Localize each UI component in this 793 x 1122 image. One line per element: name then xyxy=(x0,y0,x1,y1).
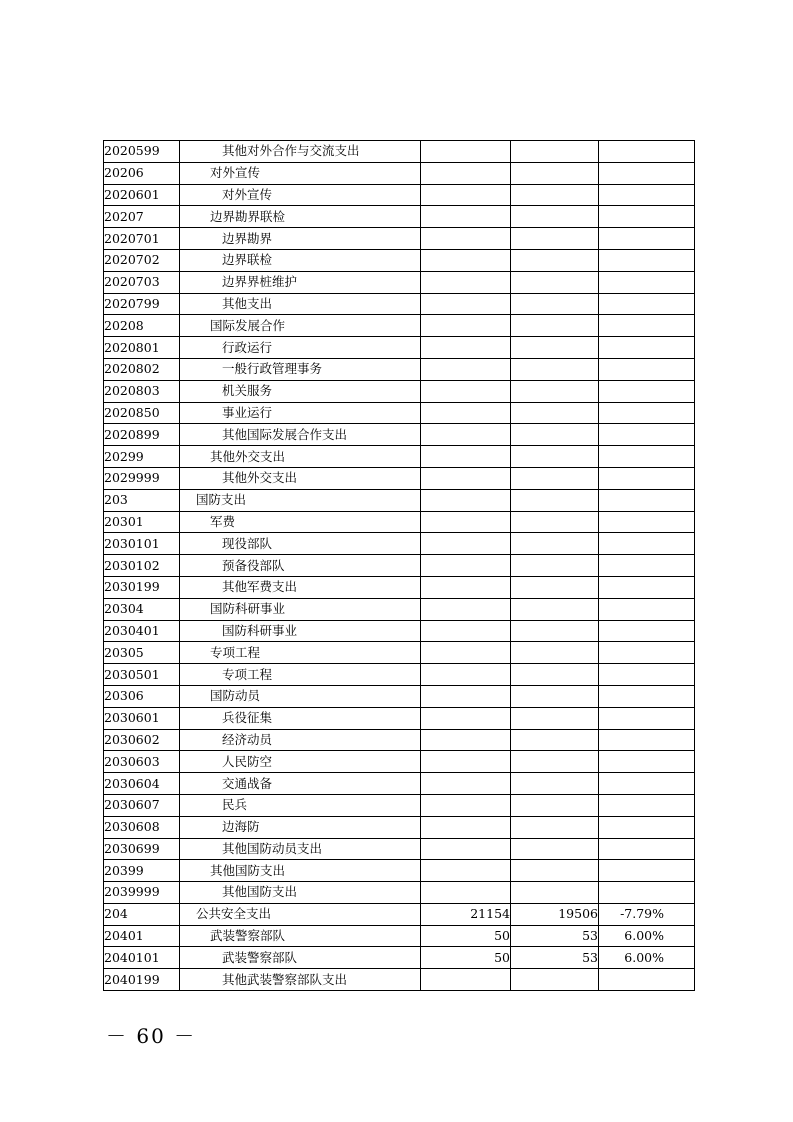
change-cell xyxy=(599,729,695,751)
code-cell: 2020703 xyxy=(104,271,180,293)
value-cell-2 xyxy=(511,141,599,163)
code-cell: 203 xyxy=(104,489,180,511)
value-cell-2 xyxy=(511,598,599,620)
table-row xyxy=(104,555,695,577)
name-cell: 国防科研事业 xyxy=(180,598,421,620)
value-cell-1 xyxy=(421,642,511,664)
value-cell-1 xyxy=(421,860,511,882)
value-cell-1 xyxy=(421,751,511,773)
change-cell xyxy=(599,533,695,555)
value-cell-1 xyxy=(421,315,511,337)
value-cell-2 xyxy=(511,816,599,838)
code-cell: 20208 xyxy=(104,315,180,337)
table-row xyxy=(104,446,695,468)
name-cell: 人民防空 xyxy=(180,751,421,773)
value-cell-1: 50 xyxy=(421,925,511,947)
value-cell-2 xyxy=(511,773,599,795)
name-cell: 其他对外合作与交流支出 xyxy=(180,141,421,163)
value-cell-1 xyxy=(421,664,511,686)
value-cell-2: 19506 xyxy=(511,903,599,925)
table-row xyxy=(104,358,695,380)
change-cell xyxy=(599,162,695,184)
name-cell: 事业运行 xyxy=(180,402,421,424)
value-cell-1 xyxy=(421,511,511,533)
value-cell-1 xyxy=(421,249,511,271)
table-row xyxy=(104,315,695,337)
table-row xyxy=(104,707,695,729)
name-cell: 武装警察部队 xyxy=(180,947,421,969)
change-cell xyxy=(599,358,695,380)
value-cell-1 xyxy=(421,271,511,293)
code-cell: 2020802 xyxy=(104,358,180,380)
value-cell-2 xyxy=(511,511,599,533)
table-row xyxy=(104,249,695,271)
code-cell: 20401 xyxy=(104,925,180,947)
value-cell-1 xyxy=(421,773,511,795)
value-cell-1 xyxy=(421,184,511,206)
name-cell: 其他武装警察部队支出 xyxy=(180,969,421,991)
name-cell: 国防动员 xyxy=(180,685,421,707)
code-cell: 2030501 xyxy=(104,664,180,686)
value-cell-2 xyxy=(511,467,599,489)
change-cell: 6.00% xyxy=(599,925,695,947)
table-row xyxy=(104,402,695,424)
code-cell: 20301 xyxy=(104,511,180,533)
table-row xyxy=(104,685,695,707)
name-cell: 其他国防支出 xyxy=(180,860,421,882)
name-cell: 国际发展合作 xyxy=(180,315,421,337)
value-cell-2 xyxy=(511,337,599,359)
table-row xyxy=(104,751,695,773)
change-cell xyxy=(599,511,695,533)
name-cell: 边界联检 xyxy=(180,249,421,271)
value-cell-2 xyxy=(511,860,599,882)
value-cell-2 xyxy=(511,620,599,642)
value-cell-1: 50 xyxy=(421,947,511,969)
table-row xyxy=(104,598,695,620)
value-cell-1 xyxy=(421,598,511,620)
table-row xyxy=(104,184,695,206)
table-row xyxy=(104,903,695,925)
change-cell: 6.00% xyxy=(599,947,695,969)
change-cell xyxy=(599,642,695,664)
name-cell: 对外宣传 xyxy=(180,184,421,206)
code-cell: 2040199 xyxy=(104,969,180,991)
code-cell: 2030199 xyxy=(104,576,180,598)
value-cell-2 xyxy=(511,184,599,206)
change-cell xyxy=(599,271,695,293)
name-cell: 公共安全支出 xyxy=(180,903,421,925)
value-cell-1 xyxy=(421,816,511,838)
change-cell xyxy=(599,380,695,402)
value-cell-2 xyxy=(511,162,599,184)
code-cell: 20306 xyxy=(104,685,180,707)
table-row xyxy=(104,511,695,533)
table-row xyxy=(104,271,695,293)
value-cell-2 xyxy=(511,794,599,816)
value-cell-2 xyxy=(511,664,599,686)
change-cell xyxy=(599,576,695,598)
change-cell xyxy=(599,860,695,882)
table-row xyxy=(104,664,695,686)
name-cell: 一般行政管理事务 xyxy=(180,358,421,380)
change-cell xyxy=(599,838,695,860)
value-cell-1 xyxy=(421,707,511,729)
value-cell-1: 21154 xyxy=(421,903,511,925)
code-cell: 2020701 xyxy=(104,228,180,250)
code-cell: 20299 xyxy=(104,446,180,468)
code-cell: 20399 xyxy=(104,860,180,882)
value-cell-2 xyxy=(511,489,599,511)
code-cell: 2020850 xyxy=(104,402,180,424)
value-cell-2 xyxy=(511,882,599,904)
code-cell: 2020601 xyxy=(104,184,180,206)
table-row xyxy=(104,838,695,860)
change-cell xyxy=(599,882,695,904)
change-cell xyxy=(599,315,695,337)
table-row xyxy=(104,773,695,795)
name-cell: 其他国际发展合作支出 xyxy=(180,424,421,446)
table-row xyxy=(104,794,695,816)
table-row xyxy=(104,337,695,359)
name-cell: 其他国防动员支出 xyxy=(180,838,421,860)
name-cell: 对外宣传 xyxy=(180,162,421,184)
value-cell-1 xyxy=(421,446,511,468)
value-cell-2 xyxy=(511,642,599,664)
table-row xyxy=(104,467,695,489)
name-cell: 其他外交支出 xyxy=(180,446,421,468)
change-cell xyxy=(599,467,695,489)
table-row xyxy=(104,860,695,882)
value-cell-2 xyxy=(511,969,599,991)
table-row xyxy=(104,424,695,446)
name-cell: 军费 xyxy=(180,511,421,533)
code-cell: 2030102 xyxy=(104,555,180,577)
name-cell: 边界勘界联检 xyxy=(180,206,421,228)
name-cell: 其他支出 xyxy=(180,293,421,315)
table-row xyxy=(104,816,695,838)
value-cell-2 xyxy=(511,402,599,424)
name-cell: 边界勘界 xyxy=(180,228,421,250)
table-row xyxy=(104,642,695,664)
table-row xyxy=(104,947,695,969)
change-cell xyxy=(599,402,695,424)
value-cell-1 xyxy=(421,141,511,163)
table-row xyxy=(104,206,695,228)
code-cell: 204 xyxy=(104,903,180,925)
change-cell: -7.79% xyxy=(599,903,695,925)
name-cell: 现役部队 xyxy=(180,533,421,555)
code-cell: 2040101 xyxy=(104,947,180,969)
table-row xyxy=(104,620,695,642)
table-row xyxy=(104,293,695,315)
table-row xyxy=(104,162,695,184)
change-cell xyxy=(599,816,695,838)
change-cell xyxy=(599,228,695,250)
code-cell: 2020799 xyxy=(104,293,180,315)
value-cell-1 xyxy=(421,555,511,577)
table-row xyxy=(104,882,695,904)
table-row xyxy=(104,729,695,751)
name-cell: 行政运行 xyxy=(180,337,421,359)
code-cell: 20207 xyxy=(104,206,180,228)
value-cell-1 xyxy=(421,467,511,489)
value-cell-2 xyxy=(511,576,599,598)
value-cell-2 xyxy=(511,446,599,468)
value-cell-1 xyxy=(421,794,511,816)
value-cell-1 xyxy=(421,489,511,511)
code-cell: 2030607 xyxy=(104,794,180,816)
value-cell-1 xyxy=(421,293,511,315)
name-cell: 国防支出 xyxy=(180,489,421,511)
name-cell: 预备役部队 xyxy=(180,555,421,577)
value-cell-2 xyxy=(511,380,599,402)
value-cell-1 xyxy=(421,882,511,904)
code-cell: 2020801 xyxy=(104,337,180,359)
code-cell: 2030401 xyxy=(104,620,180,642)
value-cell-2 xyxy=(511,555,599,577)
value-cell-2 xyxy=(511,685,599,707)
change-cell xyxy=(599,293,695,315)
value-cell-1 xyxy=(421,337,511,359)
code-cell: 2020803 xyxy=(104,380,180,402)
name-cell: 专项工程 xyxy=(180,642,421,664)
value-cell-1 xyxy=(421,969,511,991)
name-cell: 其他外交支出 xyxy=(180,467,421,489)
table-row xyxy=(104,576,695,598)
value-cell-1 xyxy=(421,358,511,380)
value-cell-1 xyxy=(421,206,511,228)
value-cell-2 xyxy=(511,838,599,860)
code-cell: 2030602 xyxy=(104,729,180,751)
value-cell-2: 53 xyxy=(511,947,599,969)
change-cell xyxy=(599,707,695,729)
change-cell xyxy=(599,620,695,642)
value-cell-1 xyxy=(421,729,511,751)
name-cell: 专项工程 xyxy=(180,664,421,686)
budget-table xyxy=(103,140,695,991)
value-cell-1 xyxy=(421,685,511,707)
name-cell: 边界界桩维护 xyxy=(180,271,421,293)
value-cell-2 xyxy=(511,533,599,555)
page-number: － 60 － xyxy=(106,1024,197,1048)
code-cell: 2030699 xyxy=(104,838,180,860)
value-cell-1 xyxy=(421,162,511,184)
value-cell-1 xyxy=(421,228,511,250)
change-cell xyxy=(599,489,695,511)
code-cell: 2030601 xyxy=(104,707,180,729)
code-cell: 2020899 xyxy=(104,424,180,446)
name-cell: 兵役征集 xyxy=(180,707,421,729)
value-cell-1 xyxy=(421,380,511,402)
change-cell xyxy=(599,773,695,795)
code-cell: 2020599 xyxy=(104,141,180,163)
name-cell: 经济动员 xyxy=(180,729,421,751)
code-cell: 2029999 xyxy=(104,467,180,489)
table-row xyxy=(104,228,695,250)
value-cell-1 xyxy=(421,533,511,555)
change-cell xyxy=(599,555,695,577)
name-cell: 交通战备 xyxy=(180,773,421,795)
name-cell: 其他军费支出 xyxy=(180,576,421,598)
value-cell-2 xyxy=(511,271,599,293)
code-cell: 2030603 xyxy=(104,751,180,773)
name-cell: 边海防 xyxy=(180,816,421,838)
value-cell-2 xyxy=(511,424,599,446)
change-cell xyxy=(599,184,695,206)
value-cell-2 xyxy=(511,228,599,250)
change-cell xyxy=(599,598,695,620)
table-row xyxy=(104,533,695,555)
value-cell-1 xyxy=(421,402,511,424)
table-row xyxy=(104,969,695,991)
name-cell: 民兵 xyxy=(180,794,421,816)
code-cell: 20305 xyxy=(104,642,180,664)
code-cell: 2030101 xyxy=(104,533,180,555)
change-cell xyxy=(599,794,695,816)
value-cell-2 xyxy=(511,206,599,228)
value-cell-2: 53 xyxy=(511,925,599,947)
value-cell-2 xyxy=(511,707,599,729)
change-cell xyxy=(599,249,695,271)
value-cell-2 xyxy=(511,249,599,271)
value-cell-2 xyxy=(511,315,599,337)
change-cell xyxy=(599,751,695,773)
table-row xyxy=(104,925,695,947)
change-cell xyxy=(599,206,695,228)
name-cell: 其他国防支出 xyxy=(180,882,421,904)
value-cell-2 xyxy=(511,751,599,773)
change-cell xyxy=(599,446,695,468)
value-cell-1 xyxy=(421,620,511,642)
change-cell xyxy=(599,424,695,446)
value-cell-2 xyxy=(511,293,599,315)
table-row xyxy=(104,141,695,163)
code-cell: 2020702 xyxy=(104,249,180,271)
table-row xyxy=(104,380,695,402)
name-cell: 武装警察部队 xyxy=(180,925,421,947)
name-cell: 机关服务 xyxy=(180,380,421,402)
change-cell xyxy=(599,685,695,707)
value-cell-1 xyxy=(421,576,511,598)
code-cell: 20206 xyxy=(104,162,180,184)
value-cell-2 xyxy=(511,729,599,751)
name-cell: 国防科研事业 xyxy=(180,620,421,642)
code-cell: 2030608 xyxy=(104,816,180,838)
value-cell-2 xyxy=(511,358,599,380)
table-row xyxy=(104,489,695,511)
code-cell: 2030604 xyxy=(104,773,180,795)
code-cell: 20304 xyxy=(104,598,180,620)
value-cell-1 xyxy=(421,424,511,446)
change-cell xyxy=(599,141,695,163)
change-cell xyxy=(599,664,695,686)
budget-table-body xyxy=(104,141,695,991)
code-cell: 2039999 xyxy=(104,882,180,904)
change-cell xyxy=(599,337,695,359)
change-cell xyxy=(599,969,695,991)
value-cell-1 xyxy=(421,838,511,860)
